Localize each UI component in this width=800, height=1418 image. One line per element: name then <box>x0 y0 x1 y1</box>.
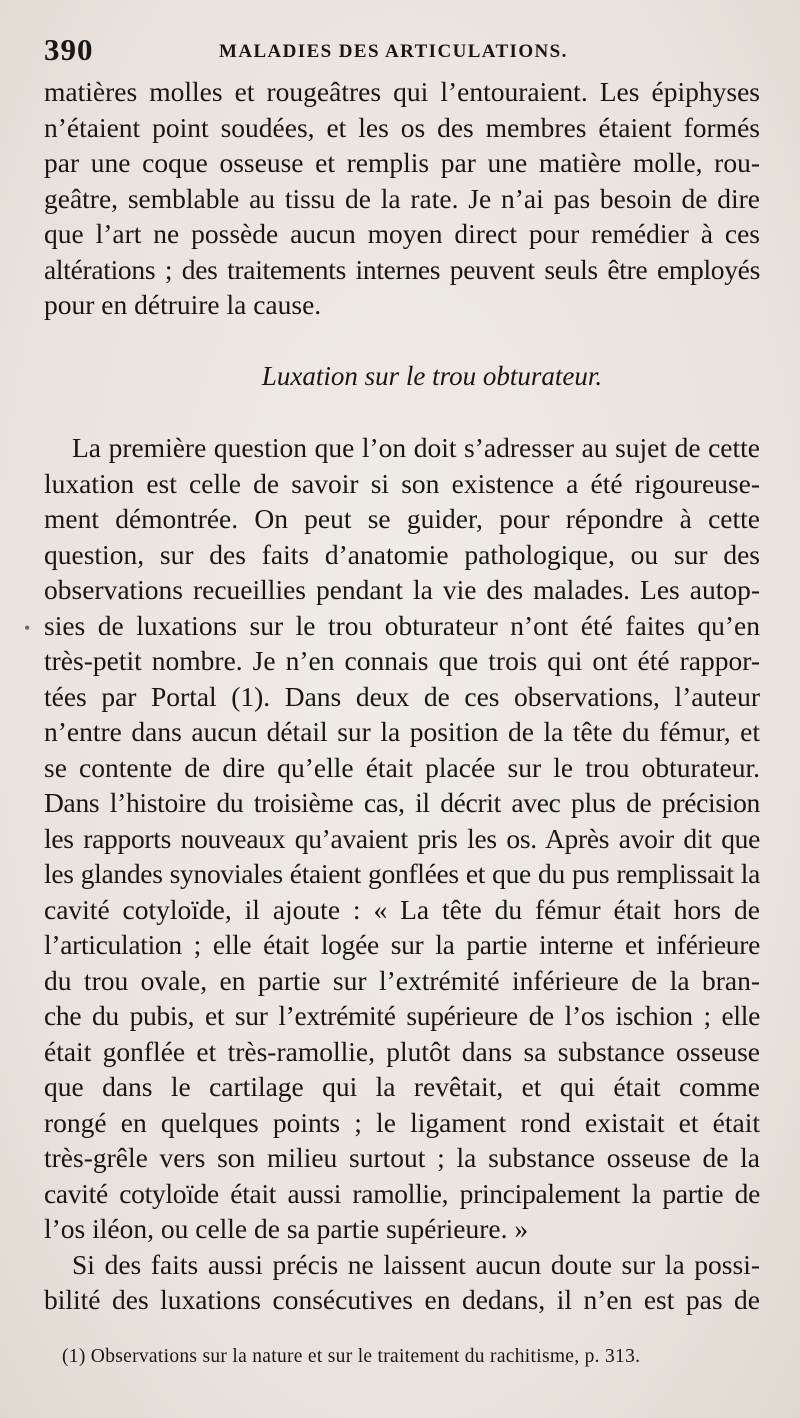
text-line: matières molles et rougeâtres qui l’entouraient. Les épiphyses <box>44 76 760 107</box>
text-line: l’articulation ; elle était logée sur la partie interne et inférieure <box>44 929 760 960</box>
text-line: du trou ovale, en partie sur l’extrémité inférieure de la bran- <box>44 964 760 996</box>
text-line: cavité cotyloïde, il ajoute : « La tête du fémur était hors de <box>44 893 760 925</box>
page-header <box>44 32 760 72</box>
running-head: MALADIES DES ARTICULATIONS. <box>219 41 568 62</box>
text-line: se contente de dire qu’elle était placée sur le trou obturateur. <box>44 751 760 783</box>
paragraph-2 <box>44 430 760 1247</box>
text-line: n’étaient point soudées, et les os des membres étaient formés <box>44 111 760 143</box>
text-line: altérations ; des traitements internes peuvent seuls être employés <box>44 253 760 285</box>
text-line: les glandes synoviales étaient gonflées et que du pus remplissait la <box>44 858 760 889</box>
margin-mark: • <box>24 618 31 638</box>
text-line: n’entre dans aucun détail sur la position de la tête du fémur, et <box>44 716 760 747</box>
text-line: luxation est celle de savoir si son existence a été rigoureuse- <box>44 467 760 499</box>
text-line: était gonflée et très-ramollie, plutôt dans sa substance osseuse <box>44 1035 760 1067</box>
text-line: les rapports nouveaux qu’avaient pris les os. Après avoir dit que <box>44 822 760 854</box>
text-line: l’os iléon, ou celle de sa partie supérieure. » <box>44 1213 529 1244</box>
footnote: (1) Observations sur la nature et sur le traitement du rachitisme, p. 313. <box>62 1346 641 1367</box>
paragraph-1 <box>44 74 760 323</box>
text-line: que l’art ne possède aucun moyen direct pour remédier à ces <box>44 218 760 249</box>
text-line: tées par Portal (1). Dans deux de ces observations, l’auteur <box>44 680 760 712</box>
text-line: sies de luxations sur le trou obturateur n’ont été faites qu’en <box>44 609 760 641</box>
text-line: geâtre, semblable au tissu de la rate. Je n’ai pas besoin de dire <box>44 182 760 214</box>
text-line: La première question que l’on doit s’adresser au sujet de cette <box>72 432 760 463</box>
text-line: Dans l’histoire du troisième cas, il décrit avec plus de précision <box>44 787 760 818</box>
text-line: ment démontrée. On peut se guider, pour répondre à cette <box>44 503 760 534</box>
paragraph-3 <box>44 1247 760 1318</box>
text-line: par une coque osseuse et remplis par une matière molle, rou- <box>44 147 760 178</box>
section-title: Luxation sur le trou obturateur. <box>261 360 603 391</box>
text-line: très-grêle vers son milieu surtout ; la substance osseuse de la <box>44 1142 760 1173</box>
text-line: que dans le cartilage qui la revêtait, et qui était comme <box>44 1071 760 1102</box>
text-line: très-petit nombre. Je n’en connais que trois qui ont été rappor- <box>44 645 760 676</box>
text-line: observations recueillies pendant la vie des malades. Les autop- <box>44 574 760 605</box>
text-line: bilité des luxations consécutives en dedans, il n’en est pas de <box>44 1284 760 1315</box>
text-line: rongé en quelques points ; le ligament rond existait et était <box>44 1106 760 1138</box>
text-line: Si des faits aussi précis ne laissent aucun doute sur la possi- <box>72 1248 760 1280</box>
text-line: question, sur des faits d’anatomie pathologique, ou sur des <box>44 538 760 570</box>
body-text <box>44 74 760 1318</box>
text-line: cavité cotyloïde était aussi ramollie, principalement la partie de <box>44 1177 760 1209</box>
text-line: che du pubis, et sur l’extrémité supérieure de l’os ischion ; elle <box>44 1000 760 1031</box>
page-number: 390 <box>44 32 94 67</box>
text-line: pour en détruire la cause. <box>44 289 322 320</box>
